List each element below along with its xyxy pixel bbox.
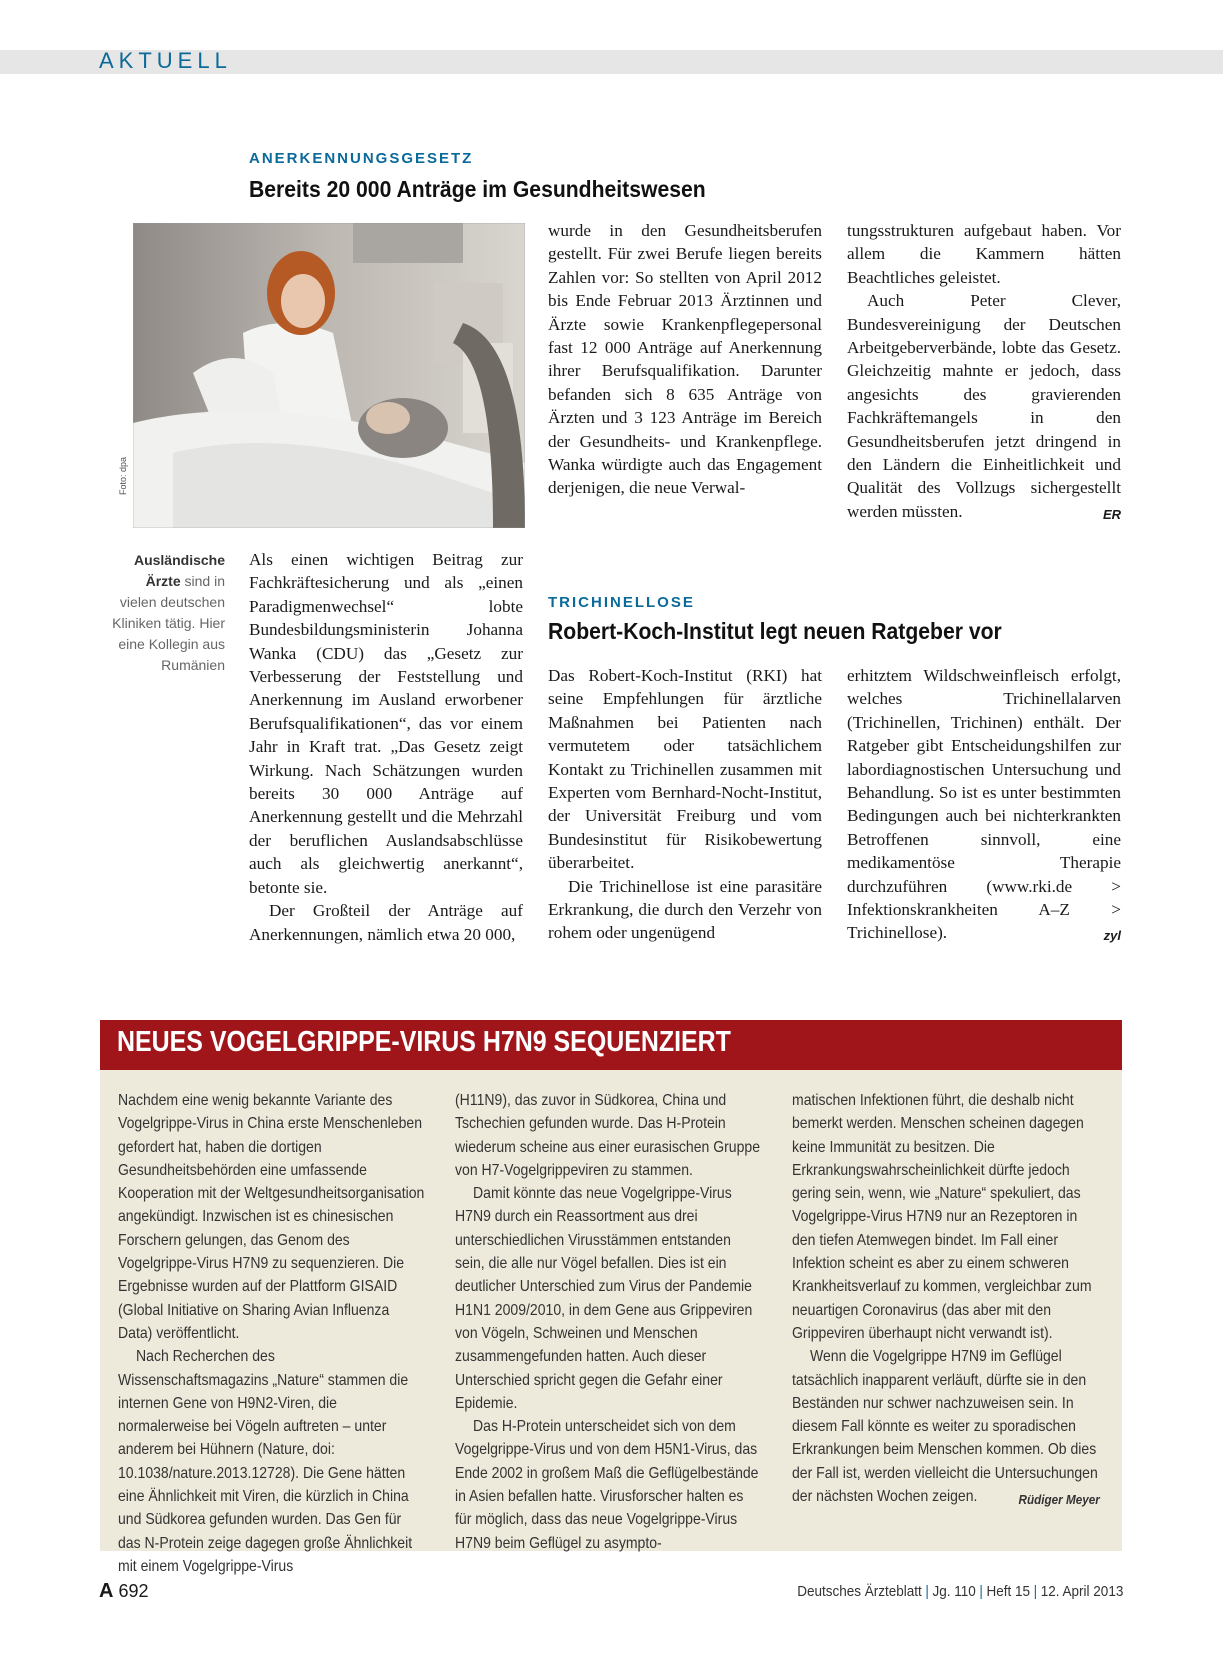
article1-column-2	[548, 219, 822, 500]
paragraph: Als einen wichtigen Beitrag zur Fachkräftesicherung und als „einen Paradigmenwechsel“ lobte Bundesbildungsministerin Johanna Wanka (CDU) das „Gesetz zur Verbesserung der Feststellung und Anerkennung im Ausland erworbener Berufsqualifikationen“, das vor einem Jahr in Kraft trat. „Das Gesetz zeigt Wirkung. Nach Schätzungen wurden bereits 30 000 Anträge auf Anerkennung gestellt und die Mehrzahl der beruflichen Auslandsabschlüsse auch als gleichwertig anerkannt“, betonte sie.	[249, 550, 523, 897]
paragraph: wurde in den Gesundheitsberufen gestellt. Für zwei Berufe liegen bereits Zahlen vor: So stellten von April 2012 bis Ende Februar 2013 Ärztinnen und Ärzte sowie Krankenpflegepersonal fast 12 000 Anträge auf Anerkennung ihrer Berufsqualifikation. Darunter befanden sich 8 635 Anträge von Ärzten und 3 123 Anträge im Bereich der Gesundheits- und Krankenpflege. Wanka würdigte auch das Engagement derjenigen, die neue Verwal-	[548, 221, 822, 498]
box-column-3	[792, 1089, 1100, 1511]
paragraph: Nachdem eine wenig bekannte Variante des Vogelgrippe-Virus in China erste Menschenleben gefordert hat, haben die dortigen Gesundheitsbehörden eine umfassende Kooperation mit der Weltgesundheitsorganisation angekündigt. Inzwischen ist es chinesischen Forschern gelungen, das Genom des Vogelgrippe-Virus H7N9 zu sequenzieren. Die Ergebnisse wurden auf der Plattform GISAID (Global Initiative on Sharing Avian Influenza Data) veröffentlicht.	[118, 1092, 425, 1342]
box-signature: Rüdiger Meyer	[1018, 1492, 1100, 1508]
article1-photo	[133, 223, 525, 528]
separator: |	[979, 1583, 983, 1600]
journal-name: Deutsches Ärzteblatt	[796, 1583, 922, 1600]
article2-column-1	[548, 664, 822, 945]
paragraph: tungsstrukturen aufgebaut haben. Vor allem die Kammern hätten Beachtliches geleistet.	[847, 221, 1121, 287]
footer-publication-info	[797, 1583, 1123, 1600]
separator: |	[1033, 1583, 1037, 1600]
separator: |	[925, 1583, 929, 1600]
article2-signature: zyl	[1103, 928, 1121, 944]
paragraph: Damit könnte das neue Vogelgrippe-Virus H7N9 durch ein Reassortment aus drei unterschiedlichen Virusstämmen entstanden sein, die alle nur Vögel befallen. Dies ist ein deutlicher Unterschied zum Virus der Pandemie H1N1 2009/2010, in dem Gene aus Grippeviren von Vögeln, Schweinen und Menschen zusammengefunden hatten. Auch dieser Unterschied spricht gegen die Gefahr einer Epidemie.	[455, 1185, 753, 1412]
article1-column-3	[847, 219, 1121, 526]
paragraph: Das Robert-Koch-Institut (RKI) hat seine Empfehlungen für ärztliche Maßnahmen bei Patienten nach vermutetem oder tatsächlichem Kontakt zu Trichinellen zusammen mit Experten vom Bernhard-Nocht-Institut, der Universität Freiburg und vom Bundesinstitut für Risikobewertung überarbeitet.	[548, 666, 822, 873]
article2-column-2	[847, 664, 1121, 948]
page-number-value: 692	[118, 1581, 149, 1601]
paragraph-text: Auch Peter Clever, Bundesvereinigung der Deutschen Arbeitgeberverbände, lobte das Gesetz. Gleichzeitig mahnte er jedoch, dass angesichts des gravierenden Fachkräftemangels in den Gesundheitsberufen jetzt dringend in den Ländern die Einheitlichkeit und Qualität des Vollzugs sichergestellt werden müssten.	[847, 291, 1121, 521]
paragraph: (H11N9), das zuvor in Südkorea, China und Tschechien gefunden wurde. Das H-Protein wiederum scheine aus einer eurasischen Gruppe von H7-Vogelgrippeviren zu stammen.	[455, 1092, 761, 1179]
section-label: AKTUELL	[99, 48, 232, 73]
box-column-1	[118, 1089, 426, 1578]
paragraph	[792, 1345, 1100, 1508]
photo-credit: Foto: dpa	[118, 456, 128, 495]
article1-signature: ER	[1102, 506, 1121, 522]
paragraph: Das H-Protein unterscheidet sich von dem Vogelgrippe-Virus und von dem H5N1-Virus, das Ende 2002 in großem Maß die Geflügelbestände in Asien befallen hatte. Virusforscher halten es für möglich, dass das neue Vogelgrippe-Virus H7N9 beim Geflügel zu asympto-	[455, 1418, 759, 1552]
box-column-2	[455, 1089, 763, 1555]
volume: Jg. 110	[932, 1583, 976, 1600]
article1-kicker: ANERKENNUNGSGESETZ	[249, 150, 474, 167]
article1-column-1	[249, 548, 523, 946]
paragraph-text: Wenn die Vogelgrippe H7N9 im Geflügel tatsächlich inapparent verläuft, dürfte sie in den Beständen nur schwer nachzuweisen sein. In diesem Fall könnte es weiter zu sporadischen Erkrankungen beim Menschen kommen. Ob dies der Fall ist, werden vielleicht die Untersuchungen der nächsten Wochen zeigen.	[792, 1348, 1098, 1506]
caption-text: sind in vielen deutschen Kliniken tätig. Hier eine Kollegin aus Rumänien	[112, 573, 225, 673]
article2-kicker: TRICHINELLOSE	[548, 594, 695, 611]
paragraph	[847, 664, 1121, 945]
page-prefix: A	[99, 1580, 114, 1602]
info-box-title: NEUES VOGELGRIPPE-VIRUS H7N9 SEQUENZIERT	[117, 1026, 731, 1058]
issue: Heft 15	[986, 1583, 1030, 1600]
article2-headline: Robert-Koch-Institut legt neuen Ratgeber vor	[548, 618, 1002, 644]
paragraph: matischen Infektionen führt, die deshalb nicht bemerkt werden. Menschen scheinen dagegen keine Immunität zu besitzen. Die Erkrankungswahrscheinlichkeit dürfte jedoch gering sein, wenn, wie „Nature“ spekuliert, das Vogelgrippe-Virus H7N9 nur an Rezeptoren in den tiefen Atemwegen bindet. Im Fall einer Infektion scheint es aber zu einem schweren Krankheitsverlauf zu kommen, vergleichbar zum neuartigen Coronavirus (das aber mit den Grippeviren überhaupt nicht verwandt ist).	[792, 1092, 1092, 1342]
doctor-patient-photo	[133, 223, 525, 528]
page-number	[99, 1580, 149, 1603]
article1-headline: Bereits 20 000 Anträge im Gesundheitswesen	[249, 176, 706, 202]
paragraph	[847, 289, 1121, 523]
paragraph: Nach Recherchen des Wissenschaftsmagazins „Nature“ stammen die internen Gene von H9N2-Viren, die normalerweise bei Vögeln auftreten – unter anderem bei Hühnern (Nature, doi: 10.1038/nature.2013.12728). Die Gene hätten eine Ähnlichkeit mit Viren, die kürzlich in China und Südkorea gefunden wurden. Das Gen für das N-Protein zeige dagegen große Ähnlichkeit mit einem Vogelgrippe-Virus	[118, 1348, 413, 1575]
paragraph-text: erhitztem Wildschweinfleisch erfolgt, welches Trichinellalarven (Trichinellen, Trichinen) enthält. Der Ratgeber gibt Entscheidungshilfen zur labordiagnostischen Untersuchung und Behandlung. So ist es unter bestimmten Bedingungen auch bei nichterkrankten Betroffenen sinnvoll, eine medikamentöse Therapie durchzuführen (www.rki.de > Infektionskrankheiten A–Z > Trichinellose).	[847, 666, 1121, 943]
photo-caption	[110, 550, 225, 676]
caption-bold: Ausländische Ärzte	[133, 552, 225, 589]
paragraph: Die Trichinellose ist eine parasitäre Erkrankung, die durch den Verzehr von rohem oder ungenügend	[548, 876, 822, 943]
paragraph: Der Großteil der Anträge auf Anerkennungen, nämlich etwa 20 000,	[249, 901, 523, 944]
date: 12. April 2013	[1040, 1583, 1123, 1600]
